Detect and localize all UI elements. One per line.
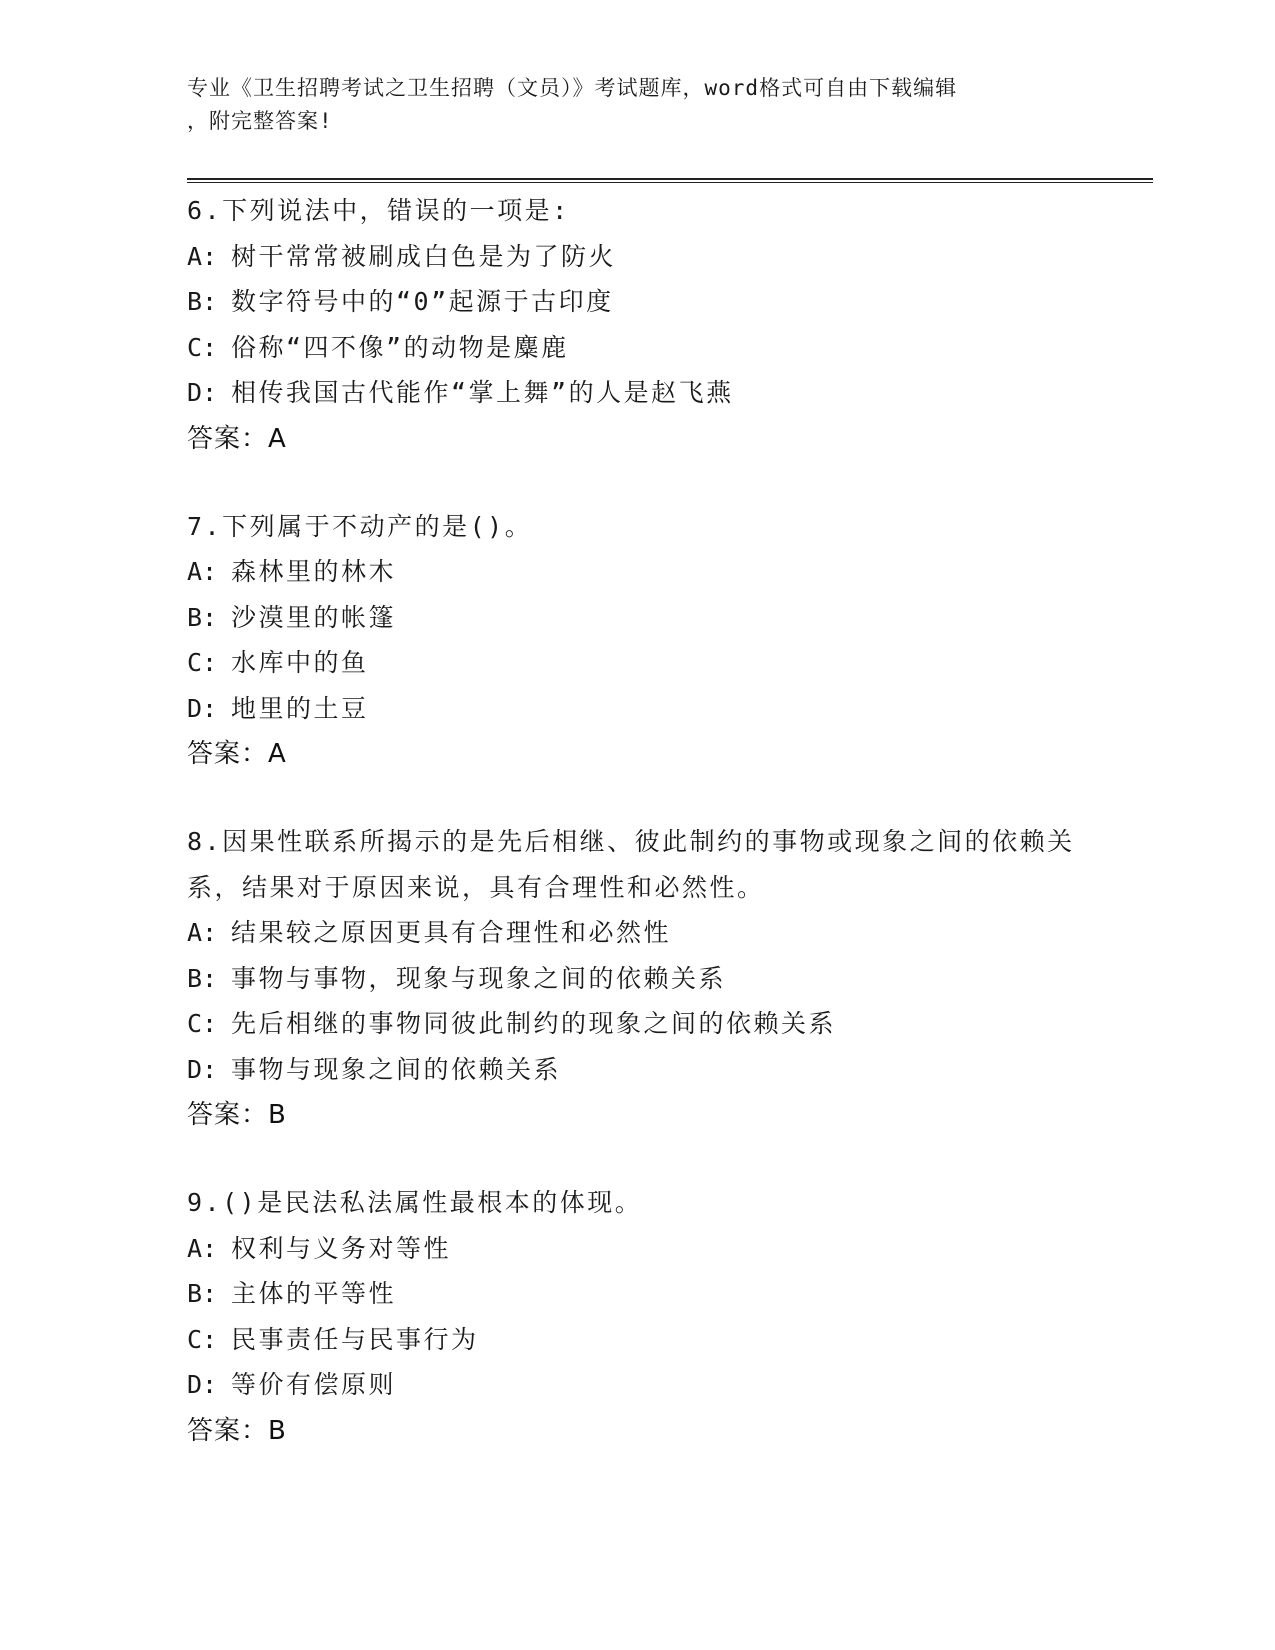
question-stem: 9.()是民法私法属性最根本的体现。	[187, 1188, 643, 1217]
option-letter: B:	[187, 602, 218, 632]
answer-line: 答案：B	[187, 1415, 287, 1446]
option-b	[187, 279, 1087, 325]
question-list	[187, 188, 1087, 1496]
option-text: 主体的平等性	[231, 1279, 397, 1308]
option-letter: A:	[187, 918, 218, 947]
option-a	[187, 910, 1087, 956]
option-letter: A:	[187, 241, 218, 271]
question-stem: 6.下列说法中，错误的一项是:	[187, 196, 570, 225]
option-letter: D:	[187, 1370, 218, 1399]
question-stem: 8.因果性联系所揭示的是先后相继、彼此制约的事物或现象之间的依赖关系，结果对于原因来说，具有合理性和必然性。	[187, 827, 1075, 902]
option-text: 事物与现象之间的依赖关系	[231, 1054, 562, 1084]
option-text: 沙漠里的帐篷	[231, 602, 397, 632]
option-c	[187, 640, 1087, 686]
option-text: 树干常常被刷成白色是为了防火	[231, 241, 617, 271]
option-letter: A:	[187, 557, 218, 586]
option-letter: B:	[187, 287, 218, 316]
option-text: 俗称“四不像”的动物是麋鹿	[231, 332, 569, 362]
option-letter: C:	[187, 1324, 218, 1354]
header-line-2: ，附完整答案!	[187, 109, 333, 133]
option-c	[187, 1317, 1087, 1363]
option-letter: B:	[187, 1279, 218, 1308]
option-b	[187, 1271, 1087, 1317]
question-stem: 7.下列属于不动产的是()。	[187, 511, 533, 541]
header-divider-thick	[187, 178, 1153, 180]
option-text: 事物与事物，现象与现象之间的依赖关系	[231, 963, 727, 993]
option-d	[187, 1047, 1087, 1093]
option-text: 结果较之原因更具有合理性和必然性	[231, 918, 672, 947]
option-text: 数字符号中的“0”起源于古印度	[231, 287, 614, 316]
option-letter: D:	[187, 693, 218, 723]
option-letter: B:	[187, 963, 218, 993]
answer-line: 答案：A	[187, 423, 287, 454]
option-text: 等价有偿原则	[231, 1370, 397, 1399]
option-c	[187, 1001, 1087, 1047]
option-text: 水库中的鱼	[231, 648, 369, 677]
option-c	[187, 325, 1087, 371]
option-d	[187, 686, 1087, 732]
option-b	[187, 595, 1087, 641]
question-9	[187, 1180, 1087, 1454]
option-a	[187, 1226, 1087, 1272]
option-d	[187, 370, 1087, 416]
option-letter: D:	[187, 1054, 218, 1084]
question-7	[187, 504, 1087, 778]
header-line-1: 专业《卫生招聘考试之卫生招聘（文员）》考试题库，word格式可自由下载编辑	[187, 76, 958, 100]
option-b	[187, 956, 1087, 1002]
question-6	[187, 188, 1087, 462]
answer-line: 答案：A	[187, 739, 287, 769]
header-divider-thin	[187, 182, 1153, 183]
answer-line: 答案：B	[187, 1100, 287, 1130]
option-letter: A:	[187, 1233, 218, 1263]
option-letter: C:	[187, 648, 218, 677]
option-a	[187, 549, 1087, 595]
option-letter: D:	[187, 378, 218, 407]
option-text: 地里的土豆	[231, 693, 369, 723]
option-text: 先后相继的事物同彼此制约的现象之间的依赖关系	[231, 1009, 837, 1038]
option-letter: C:	[187, 332, 218, 362]
option-d	[187, 1362, 1087, 1408]
option-text: 相传我国古代能作“掌上舞”的人是赵飞燕	[231, 378, 734, 407]
option-text: 民事责任与民事行为	[231, 1324, 479, 1354]
option-text: 森林里的林木	[231, 557, 397, 586]
option-text: 权利与义务对等性	[231, 1233, 452, 1263]
option-a	[187, 234, 1087, 280]
question-8	[187, 819, 1087, 1138]
option-letter: C:	[187, 1009, 218, 1038]
document-header	[187, 72, 1067, 138]
